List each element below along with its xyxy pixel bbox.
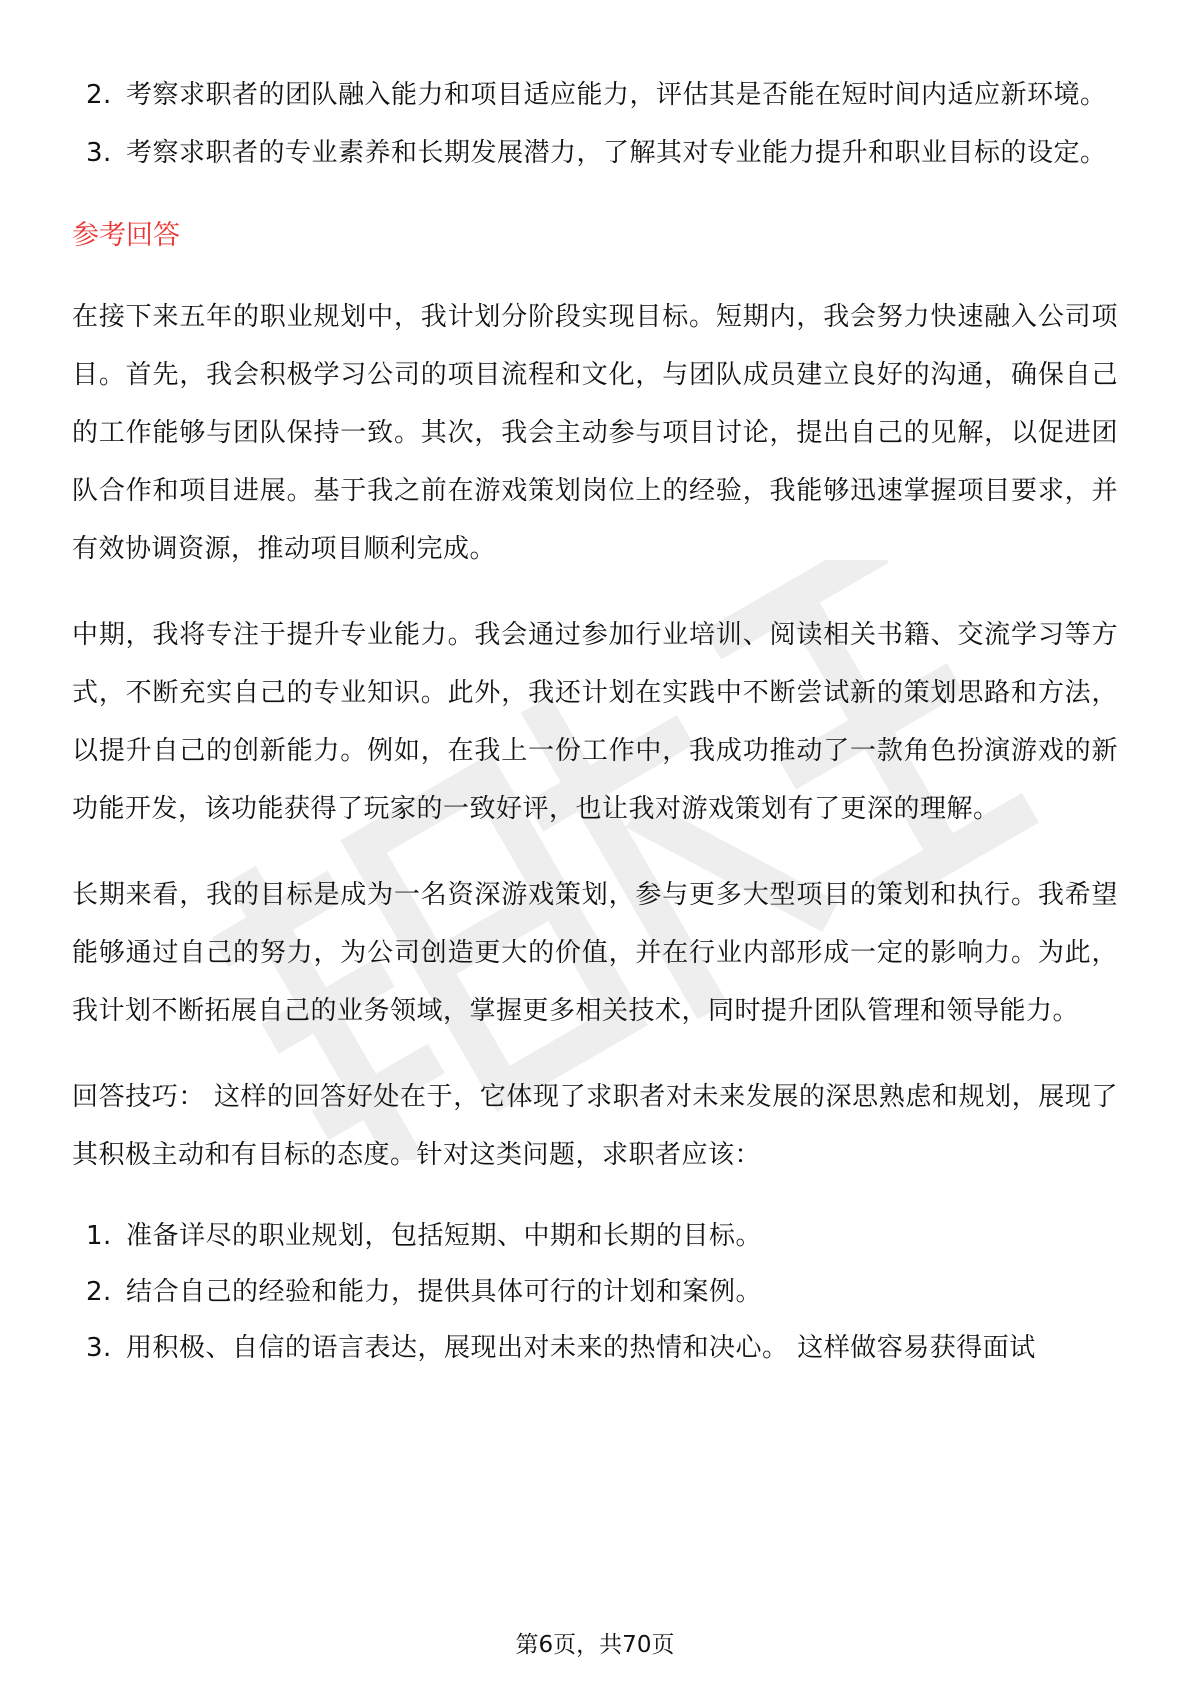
list-item [72,1208,1118,1264]
page-number-footer: 第6页，共70页 [515,1632,675,1658]
list-item-text: 用积极、自信的语言表达，展现出对未来的热情和决心。 这样做容易获得面试 [126,1333,1036,1363]
list-item [72,66,1118,124]
section-title: 参考回答 [72,220,180,251]
list-item-text: 结合自己的经验和能力，提供具体可行的计划和案例。 [126,1277,763,1307]
answer-tips-paragraph: 回答技巧： 这样的回答好处在于，它体现了求职者对未来发展的深思熟虑和规划，展现了其积极主动和有目标的态度。针对这类问题，求职者应该： [72,1082,1118,1170]
answer-paragraph-mid-term: 中期，我将专注于提升专业能力。我会通过参加行业培训、阅读相关书籍、交流学习等方式，不断充实自己的专业知识。此外，我还计划在实践中不断尝试新的策划思路和方法，以提升自己的创新能力。例如，在我上一份工作中，我成功推动了一款角色扮演游戏的新功能开发，该功能获得了玩家的一致好评，也让我对游戏策划有了更深的理解。 [72,620,1118,824]
answer-paragraph-long-term: 长期来看，我的目标是成为一名资深游戏策划，参与更多大型项目的策划和执行。我希望能够通过自己的努力，为公司创造更大的价值，并在行业内部形成一定的影响力。为此，我计划不断拓展自己的业务领域，掌握更多相关技术，同时提升团队管理和领导能力。 [72,880,1118,1026]
page-content [72,66,1118,1376]
list-item-number: 2. [86,1277,112,1307]
list-item [72,124,1118,182]
list-item-number: 2. [86,80,112,110]
list-item [72,1264,1118,1320]
list-item-text: 准备详尽的职业规划，包括短期、中期和长期的目标。 [126,1221,763,1251]
answer-paragraph-short-term: 在接下来五年的职业规划中，我计划分阶段实现目标。短期内，我会努力快速融入公司项目。首先，我会积极学习公司的项目流程和文化，与团队成员建立良好的沟通，确保自己的工作能够与团队保持一致。其次，我会主动参与项目讨论，提出自己的见解，以促进团队合作和项目进展。基于我之前在游戏策划岗位上的经验，我能够迅速掌握项目要求，并有效协调资源，推动项目顺利完成。 [72,302,1118,564]
list-item-number: 3. [86,1333,112,1363]
criteria-list [72,66,1118,182]
list-item-text: 考察求职者的专业素养和长期发展潜力，了解其对专业能力提升和职业目标的设定。 [126,138,1107,168]
tips-list [72,1208,1118,1376]
list-item-number: 1. [86,1221,112,1251]
list-item-number: 3. [86,138,112,168]
list-item [72,1320,1118,1376]
list-item-text: 考察求职者的团队融入能力和项目适应能力，评估其是否能在短时间内适应新环境。 [126,80,1107,110]
